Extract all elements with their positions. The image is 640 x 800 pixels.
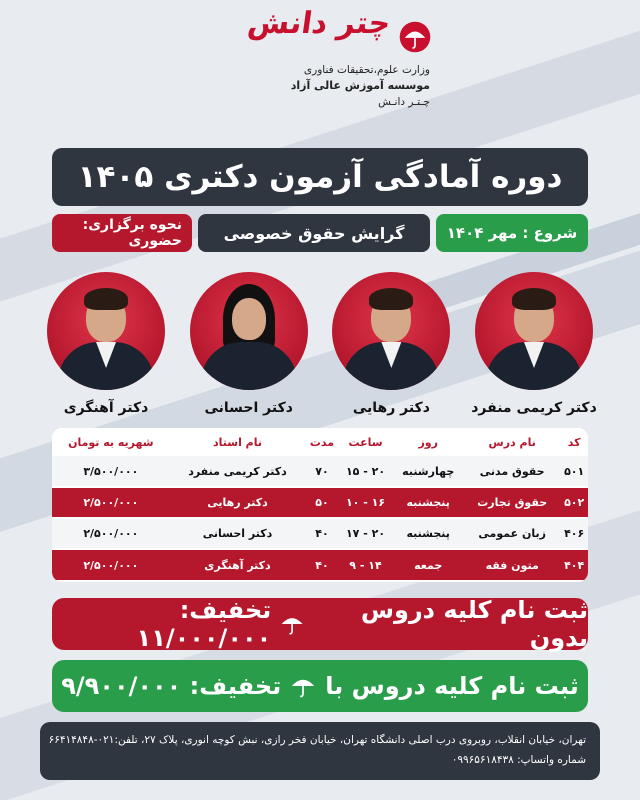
instructor-card [40, 272, 172, 422]
cell-duration: ۴۰ [305, 518, 338, 549]
umbrella-icon [279, 610, 305, 638]
cell-day: جمعه [392, 549, 464, 580]
registration-discount-price: تخفیف: ۹/۹۰۰/۰۰۰ [61, 672, 282, 700]
start-date-badge: شروع : مهر ۱۴۰۴ [436, 214, 588, 252]
header-course: نام درس [464, 428, 560, 456]
instructor-photo [475, 272, 593, 390]
cell-duration: ۷۰ [305, 456, 338, 487]
registration-no-discount-text: ثبت نام کلیه دروس بدون [360, 596, 588, 652]
cell-day: پنجشنبه [392, 487, 464, 518]
table-row [52, 487, 588, 518]
instructor-card [183, 272, 315, 422]
instructor-name: دکتر کریمی منفرد [471, 400, 597, 416]
mode-badge: نحوه برگزاری: حضوری [52, 214, 192, 252]
cell-teacher: دکتر کریمی منفرد [170, 456, 306, 487]
address-text: تهران، خیابان انقلاب، روبروی درب اصلی دانشگاه تهران، خیابان فخر رازی، نبش کوچه انوری، پلاک ۲۷، تلفن:۰۲۱-۶۶۴۱۴۸۴۸ [48, 734, 586, 746]
cell-code: ۴۰۴ [560, 549, 588, 580]
cell-teacher: دکتر احسانی [170, 518, 306, 549]
instructor-name: دکتر رهایی [352, 400, 430, 416]
institute-line: موسسه آموزش عالی آزاد [290, 79, 430, 92]
registration-discount-banner [52, 660, 588, 712]
table-header-row [52, 428, 588, 456]
registration-no-discount-banner [52, 598, 588, 650]
cell-course: متون فقه [464, 549, 560, 580]
table-row [52, 549, 588, 580]
cell-fee: ۲/۵۰۰/۰۰۰ [52, 549, 170, 580]
cell-teacher: دکتر آهنگری [170, 549, 306, 580]
cell-course: حقوق تجارت [464, 487, 560, 518]
registration-discount-text: ثبت نام کلیه دروس با [325, 672, 579, 700]
cell-time: ۲۰ - ۱۵ [339, 456, 393, 487]
page-title: دوره آمادگی آزمون دکتری ۱۴۰۵ [77, 159, 563, 195]
cell-course: زبان عمومی [464, 518, 560, 549]
header-time: ساعت [339, 428, 393, 456]
instructor-name: دکتر احسانی [204, 400, 293, 416]
brand-block [291, 62, 430, 110]
cell-duration: ۴۰ [305, 549, 338, 580]
cell-teacher: دکتر رهایی [170, 487, 306, 518]
umbrella-logo-icon [398, 20, 432, 54]
course-info-row [52, 214, 588, 252]
ministry-line: وزارت علوم،تحقیقات فناوری [303, 64, 430, 76]
cell-fee: ۳/۵۰۰/۰۰۰ [52, 456, 170, 487]
instructor-photo [332, 272, 450, 390]
instructor-photo [190, 272, 308, 390]
cell-fee: ۲/۵۰۰/۰۰۰ [52, 487, 170, 518]
cell-time: ۲۰ - ۱۷ [339, 518, 393, 549]
registration-no-discount-price: تخفیف: ۱۱/۰۰۰/۰۰۰ [136, 596, 272, 652]
header-code: کد [560, 428, 588, 456]
cell-code: ۵۰۱ [560, 456, 588, 487]
header-teacher: نام استاد [170, 428, 306, 456]
whatsapp-text: شماره واتساپ: ۰۹۹۶۵۶۱۸۴۳۸ [451, 754, 586, 766]
cell-code: ۴۰۶ [560, 518, 588, 549]
header-fee: شهریه به تومان [52, 428, 170, 456]
header-duration: مدت [305, 428, 338, 456]
cell-course: حقوق مدنی [464, 456, 560, 487]
umbrella-icon [289, 672, 317, 700]
contact-footer [40, 722, 600, 780]
instructor-card [468, 272, 600, 422]
cell-day: پنجشنبه [392, 518, 464, 549]
instructor-name: دکتر آهنگری [63, 400, 149, 416]
cell-day: چهارشنبه [392, 456, 464, 487]
table-row [52, 456, 588, 487]
page-title-box [52, 148, 588, 206]
brand-line: چـتـر دانـش [378, 96, 430, 108]
instructor-photo [47, 272, 165, 390]
instructor-card [325, 272, 457, 422]
cell-time: ۱۴ - ۹ [339, 549, 393, 580]
schedule-table [52, 428, 588, 582]
brand-logo-text: چتر دانش [245, 6, 393, 41]
instructors-row [40, 272, 600, 422]
cell-time: ۱۶ - ۱۰ [339, 487, 393, 518]
cell-fee: ۲/۵۰۰/۰۰۰ [52, 518, 170, 549]
table-row [52, 518, 588, 549]
branch-badge: گرایش حقوق خصوصی [198, 214, 430, 252]
header-day: روز [392, 428, 464, 456]
cell-duration: ۵۰ [305, 487, 338, 518]
cell-code: ۵۰۲ [560, 487, 588, 518]
